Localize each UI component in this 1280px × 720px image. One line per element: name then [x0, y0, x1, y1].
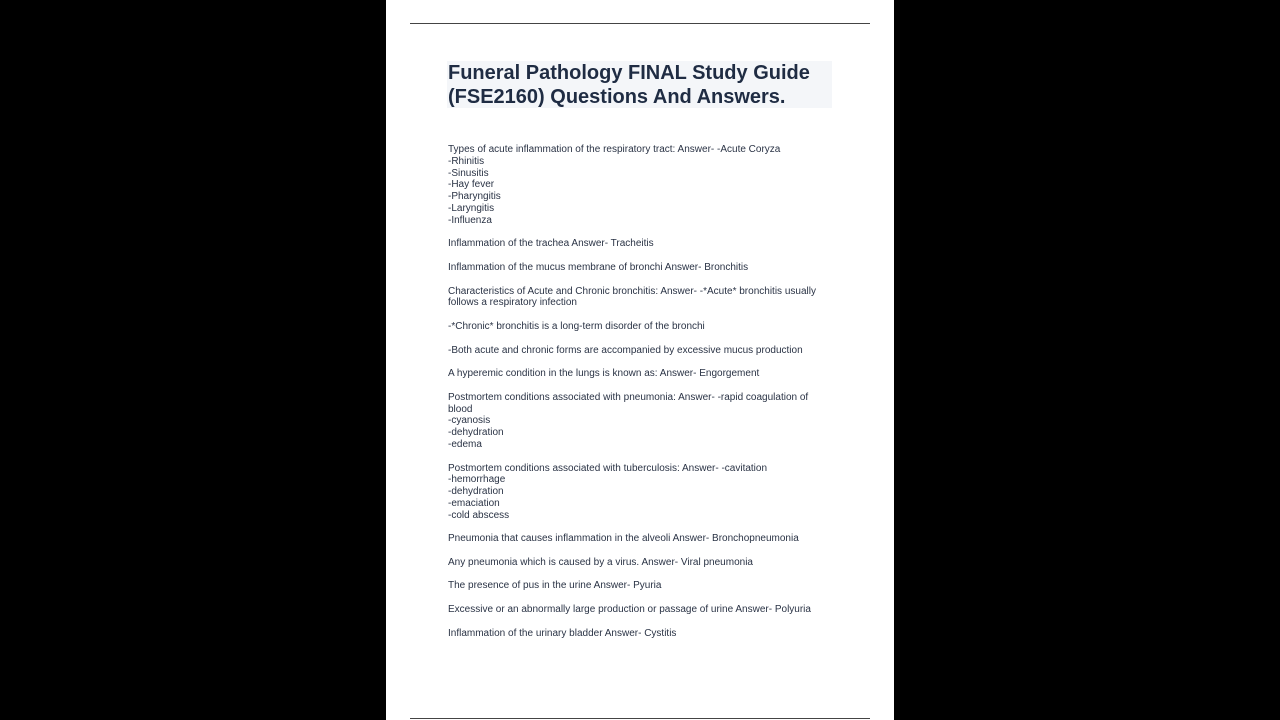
qa-entry: [448, 368, 838, 380]
qa-entry-line: -Sinusitis: [448, 167, 489, 179]
qa-entry: [448, 628, 838, 640]
qa-entry-line: Postmortem conditions associated with pneumonia: Answer- -rapid coagulation of: [448, 391, 809, 403]
qa-entry-line: -dehydration: [448, 486, 504, 498]
document-title-line: (FSE2160) Questions And Answers.: [448, 86, 786, 108]
page-header-rule: [410, 23, 870, 24]
qa-entry: [448, 580, 838, 592]
qa-entry-line: -*Chronic* bronchitis is a long-term disorder of the bronchi: [448, 320, 705, 332]
qa-entry-line: Inflammation of the urinary bladder Answer- Cystitis: [448, 627, 677, 639]
qa-entry-line: -Rhinitis: [448, 155, 485, 167]
qa-entry-line: -Hay fever: [448, 179, 495, 191]
qa-entry-line: Characteristics of Acute and Chronic bronchitis: Answer- -*Acute* bronchitis usually: [448, 285, 816, 297]
qa-entry-line: -Influenza: [448, 214, 492, 226]
document-title-line: Funeral Pathology FINAL Study Guide: [448, 62, 810, 84]
qa-entry: [448, 144, 838, 227]
qa-entry: [448, 262, 838, 274]
qa-entry-line: -edema: [448, 438, 482, 450]
qa-entry-line: -dehydration: [448, 427, 504, 439]
qa-entry: [448, 533, 838, 545]
qa-entry-line: -cyanosis: [448, 415, 491, 427]
qa-entry-line: -cold abscess: [448, 509, 510, 521]
qa-entry-line: Types of acute inflammation of the respiratory tract: Answer- -Acute Coryza: [448, 144, 781, 155]
qa-content: [448, 144, 838, 651]
document-title: [448, 61, 848, 109]
qa-entry: [448, 345, 838, 357]
qa-entry-line: -hemorrhage: [448, 474, 506, 486]
qa-entry-line: A hyperemic condition in the lungs is known as: Answer- Engorgement: [448, 368, 760, 380]
qa-entry: [448, 604, 838, 616]
qa-entry-line: -Pharyngitis: [448, 191, 501, 203]
qa-entry-line: follows a respiratory infection: [448, 297, 577, 309]
qa-entry-line: Pneumonia that causes inflammation in the alveoli Answer- Bronchopneumonia: [448, 533, 799, 545]
qa-entry-line: Inflammation of the trachea Answer- Tracheitis: [448, 238, 654, 250]
qa-entry: [448, 463, 838, 522]
page-footer-rule: [410, 718, 870, 719]
qa-entry-line: Any pneumonia which is caused by a virus. Answer- Viral pneumonia: [448, 556, 753, 568]
qa-entry: [448, 286, 838, 310]
qa-entry: [448, 557, 838, 569]
qa-entry-line: blood: [448, 403, 473, 415]
qa-entry-line: Inflammation of the mucus membrane of bronchi Answer- Bronchitis: [448, 261, 749, 273]
qa-entry: [448, 321, 838, 333]
document-page: [386, 0, 894, 720]
qa-entry-line: Postmortem conditions associated with tuberculosis: Answer- -cavitation: [448, 462, 768, 474]
qa-entry: [448, 238, 838, 250]
qa-entry-line: -Both acute and chronic forms are accompanied by excessive mucus production: [448, 344, 803, 356]
qa-entry-line: The presence of pus in the urine Answer- Pyuria: [448, 580, 662, 592]
qa-entry-line: -Laryngitis: [448, 202, 495, 214]
qa-entry-line: -emaciation: [448, 497, 500, 509]
qa-entry: [448, 392, 838, 451]
qa-entry-line: Excessive or an abnormally large production or passage of urine Answer- Polyuria: [448, 604, 811, 616]
